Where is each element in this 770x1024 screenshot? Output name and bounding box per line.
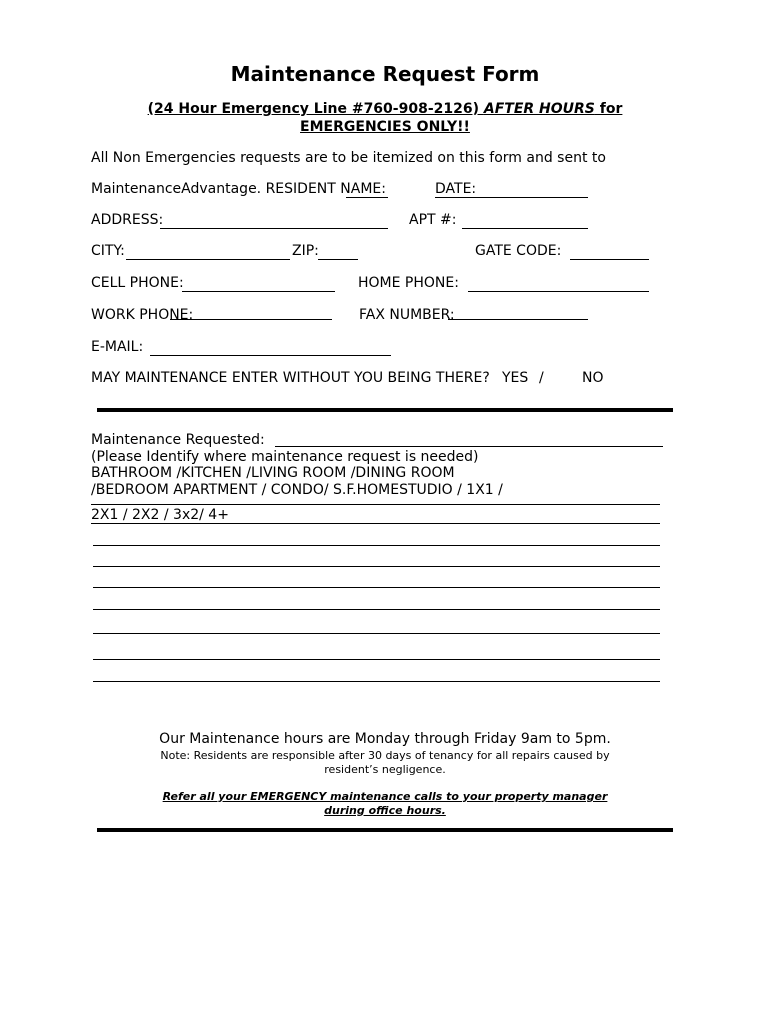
zip-label: ZIP: <box>292 243 319 259</box>
after-hours-text: AFTER HOURS <box>483 101 595 117</box>
home-phone-label: HOME PHONE: <box>358 275 459 291</box>
enter-question: MAY MAINTENANCE ENTER WITHOUT YOU BEING THERE? <box>91 370 490 386</box>
resident-name-field[interactable] <box>346 197 388 198</box>
date-label: DATE: <box>435 181 477 197</box>
refer-line-2: during office hours. <box>324 804 446 817</box>
date-field[interactable] <box>435 197 588 198</box>
cell-phone-label: CELL PHONE: <box>91 275 184 291</box>
address-field[interactable] <box>160 228 388 229</box>
emergency-line <box>0 101 770 117</box>
emergencies-only: EMERGENCIES ONLY!! <box>300 119 470 135</box>
maintenance-requested-label: Maintenance Requested: <box>91 432 265 448</box>
gate-code-field[interactable] <box>570 259 649 260</box>
request-line-5[interactable] <box>93 587 660 588</box>
yes-option[interactable]: YES <box>502 370 529 386</box>
apt-field[interactable] <box>462 228 588 229</box>
size-options: 2X1 / 2X2 / 3x2/ 4+ <box>91 507 229 523</box>
fax-number-label: FAX NUMBER: <box>359 307 455 323</box>
refer-line-1: Refer all your EMERGENCY maintenance calls to your property manager <box>162 790 608 803</box>
request-line-7[interactable] <box>93 633 660 634</box>
emergency-line-for: for <box>594 101 623 117</box>
footer-divider <box>97 828 673 832</box>
request-line-8[interactable] <box>93 659 660 660</box>
request-hint: (Please Identify where maintenance request is needed) <box>91 449 479 465</box>
work-phone-field[interactable] <box>170 319 332 320</box>
request-line-4[interactable] <box>93 566 660 567</box>
maintenance-hours: Our Maintenance hours are Monday through Friday 9am to 5pm. <box>159 731 611 747</box>
cell-phone-field[interactable] <box>182 291 335 292</box>
section-divider <box>97 408 673 412</box>
property-type-options: /BEDROOM APARTMENT / CONDO/ S.F.HOMESTUDIO / 1X1 / <box>91 482 503 498</box>
request-line-6[interactable] <box>93 609 660 610</box>
gate-code-label: GATE CODE: <box>475 243 562 259</box>
form-title: Maintenance Request Form <box>230 62 540 86</box>
maintenance-requested-field[interactable] <box>275 446 663 447</box>
address-label: ADDRESS: <box>91 212 164 228</box>
intro-text: All Non Emergencies requests are to be itemized on this form and sent to <box>91 150 606 166</box>
apt-label: APT #: <box>409 212 457 228</box>
work-phone-label: WORK PHONE: <box>91 307 194 323</box>
home-phone-field[interactable] <box>468 291 649 292</box>
email-label: E-MAIL: <box>91 339 144 355</box>
note-line-1: Note: Residents are responsible after 30 days of tenancy for all repairs caused by <box>160 749 610 762</box>
zip-field[interactable] <box>318 259 358 260</box>
request-line-2[interactable] <box>91 523 660 524</box>
request-line-1[interactable] <box>91 504 660 505</box>
city-field[interactable] <box>126 259 290 260</box>
no-option[interactable]: NO <box>582 370 604 386</box>
request-line-3[interactable] <box>93 545 660 546</box>
request-line-9[interactable] <box>93 681 660 682</box>
emergency-line-text: (24 Hour Emergency Line #760-908-2126) <box>147 101 484 117</box>
email-field[interactable] <box>150 355 391 356</box>
city-label: CITY: <box>91 243 125 259</box>
option-separator: / <box>539 370 544 386</box>
room-options: BATHROOM /KITCHEN /LIVING ROOM /DINING ROOM <box>91 465 455 481</box>
fax-number-field[interactable] <box>448 319 588 320</box>
note-line-2: resident’s negligence. <box>324 763 446 776</box>
resident-name-label: MaintenanceAdvantage. RESIDENT NAME: <box>91 181 386 197</box>
